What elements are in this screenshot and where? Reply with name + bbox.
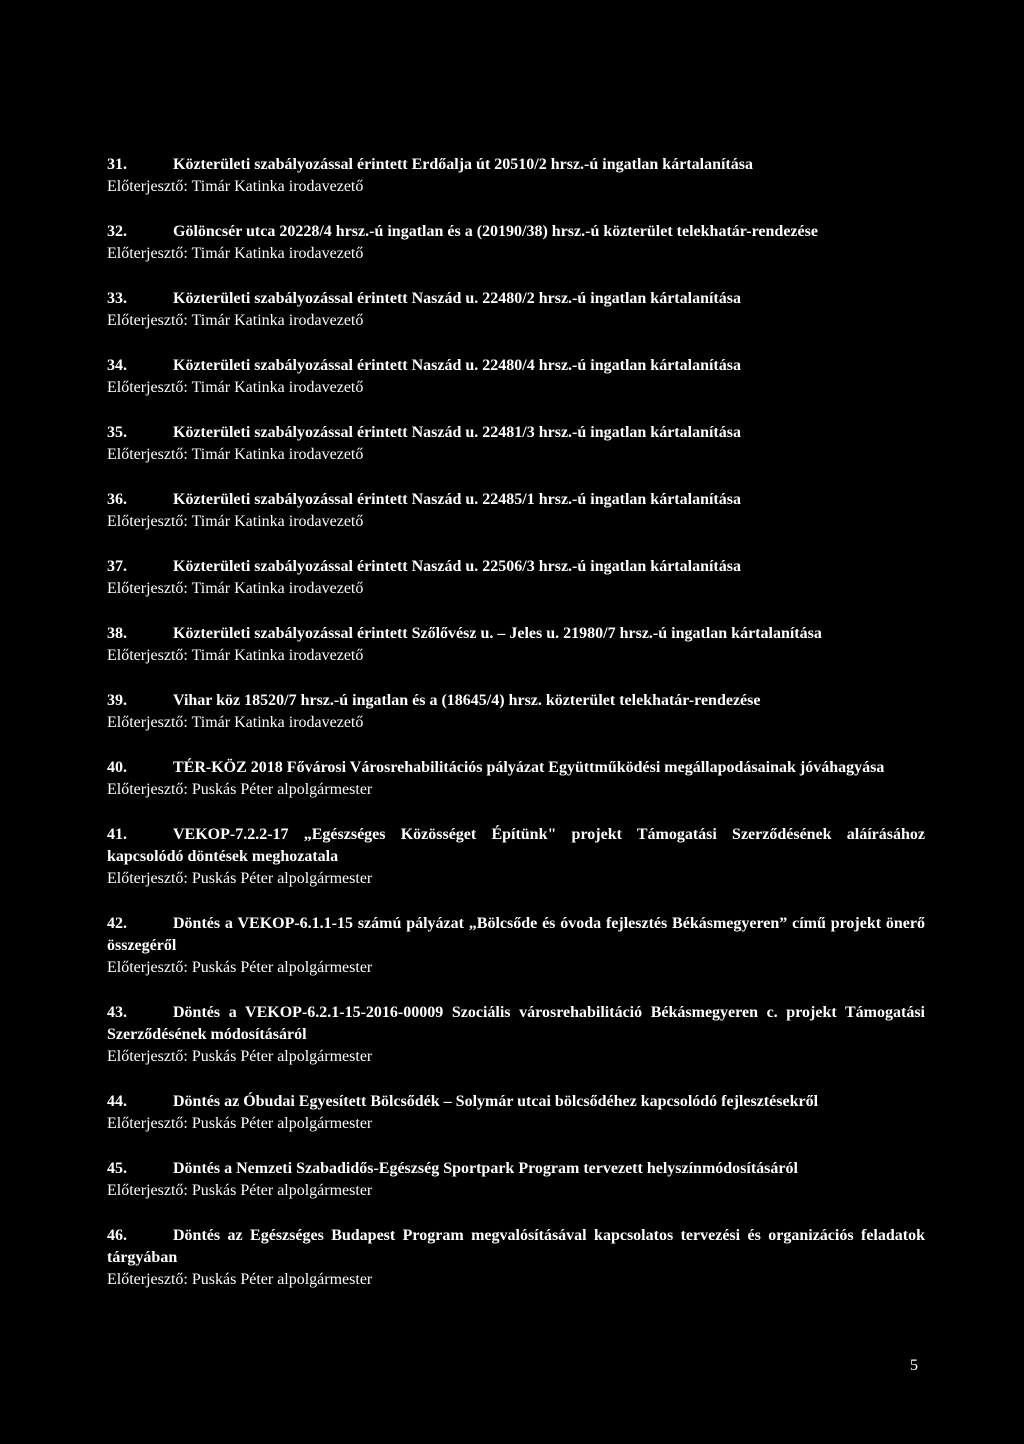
agenda-item-number: 45.	[107, 1160, 127, 1177]
agenda-item-title-text: Döntés a VEKOP-6.1.1-15 számú pályázat „Bölcsőde és óvoda fejlesztés Békásmegyeren” című projekt önerő összegéről	[107, 915, 925, 954]
agenda-item-title-text: Közterületi szabályozással érintett Erdőalja út 20510/2 hrsz.-ú ingatlan kártalanítása	[173, 156, 753, 173]
agenda-item-number: 39.	[107, 692, 127, 709]
agenda-item-title-text: Közterületi szabályozással érintett Naszád u. 22485/1 hrsz.-ú ingatlan kártalanítása	[173, 491, 741, 508]
agenda-item-34	[107, 355, 925, 399]
agenda-item-title	[107, 1002, 925, 1046]
agenda-item-number: 44.	[107, 1093, 127, 1110]
agenda-item-presenter: Előterjesztő: Timár Katinka irodavezető	[107, 714, 364, 731]
agenda-item-title-text: Közterületi szabályozással érintett Naszád u. 22481/3 hrsz.-ú ingatlan kártalanítása	[173, 424, 741, 441]
agenda-item-title-text: Döntés a Nemzeti Szabadidős-Egészség Sportpark Program tervezett helyszínmódosításáról	[173, 1160, 798, 1177]
agenda-item-presenter: Előterjesztő: Timár Katinka irodavezető	[107, 379, 364, 396]
page-number: 5	[910, 1357, 918, 1374]
agenda-item-presenter: Előterjesztő: Timár Katinka irodavezető	[107, 647, 364, 664]
agenda-item-46	[107, 1225, 925, 1291]
agenda-item-32	[107, 221, 925, 265]
agenda-item-40	[107, 757, 925, 801]
agenda-item-number: 33.	[107, 290, 127, 307]
agenda-item-presenter: Előterjesztő: Timár Katinka irodavezető	[107, 446, 364, 463]
agenda-item-presenter: Előterjesztő: Puskás Péter alpolgármester	[107, 959, 373, 976]
agenda-item-title-text: TÉR-KÖZ 2018 Fővárosi Városrehabilitációs pályázat Együttműködési megállapodásainak jóváhagyása	[173, 759, 885, 776]
agenda-item-title	[107, 623, 925, 645]
agenda-item-title	[107, 1158, 925, 1180]
agenda-item-number: 43.	[107, 1004, 127, 1021]
agenda-item-title	[107, 422, 925, 444]
agenda-item-number: 42.	[107, 915, 127, 932]
agenda-item-number: 40.	[107, 759, 127, 776]
agenda-item-presenter: Előterjesztő: Puskás Péter alpolgármester	[107, 1048, 373, 1065]
agenda-item-title	[107, 824, 925, 868]
agenda-item-title-text: Közterületi szabályozással érintett Szőlővész u. – Jeles u. 21980/7 hrsz.-ú ingatlan kártalanítása	[173, 625, 822, 642]
agenda-item-number: 37.	[107, 558, 127, 575]
agenda-item-presenter: Előterjesztő: Timár Katinka irodavezető	[107, 513, 364, 530]
agenda-item-44	[107, 1091, 925, 1135]
agenda-item-42	[107, 913, 925, 979]
agenda-item-title	[107, 913, 925, 957]
agenda-item-title	[107, 1091, 925, 1113]
agenda-item-title-text: Döntés a VEKOP-6.2.1-15-2016-00009 Szociális városrehabilitáció Békásmegyeren c. projekt Támogatási Szerződésének módosításáról	[107, 1004, 925, 1043]
agenda-item-title	[107, 690, 925, 712]
agenda-item-title	[107, 355, 925, 377]
agenda-item-presenter: Előterjesztő: Puskás Péter alpolgármester	[107, 1182, 373, 1199]
agenda-item-presenter: Előterjesztő: Puskás Péter alpolgármester	[107, 781, 373, 798]
agenda-item-45	[107, 1158, 925, 1202]
agenda-item-38	[107, 623, 925, 667]
agenda-item-35	[107, 422, 925, 466]
agenda-item-31	[107, 154, 925, 198]
agenda-item-presenter: Előterjesztő: Puskás Péter alpolgármester	[107, 1271, 373, 1288]
agenda-item-41	[107, 824, 925, 890]
agenda-item-43	[107, 1002, 925, 1068]
agenda-item-presenter: Előterjesztő: Timár Katinka irodavezető	[107, 312, 364, 329]
agenda-item-36	[107, 489, 925, 533]
agenda-item-presenter: Előterjesztő: Timár Katinka irodavezető	[107, 245, 364, 262]
agenda-item-title-text: Gölöncsér utca 20228/4 hrsz.-ú ingatlan és a (20190/38) hrsz.-ú közterület telekhatár-rendezése	[173, 223, 818, 240]
agenda-item-title	[107, 556, 925, 578]
agenda-item-presenter: Előterjesztő: Puskás Péter alpolgármester	[107, 1115, 373, 1132]
agenda-item-number: 36.	[107, 491, 127, 508]
agenda-item-number: 31.	[107, 156, 127, 173]
agenda-item-title	[107, 489, 925, 511]
agenda-item-title	[107, 757, 925, 779]
agenda-item-title	[107, 288, 925, 310]
agenda-item-title-text: VEKOP-7.2.2-17 „Egészséges Közösséget Építünk" projekt Támogatási Szerződésének aláírásához kapcsolódó döntések meghozatala	[107, 826, 925, 865]
agenda-item-number: 35.	[107, 424, 127, 441]
agenda-item-number: 38.	[107, 625, 127, 642]
agenda-item-title-text: Vihar köz 18520/7 hrsz.-ú ingatlan és a (18645/4) hrsz. közterület telekhatár-rendezése	[173, 692, 761, 709]
agenda-list	[107, 154, 925, 1314]
agenda-item-title-text: Közterületi szabályozással érintett Naszád u. 22480/4 hrsz.-ú ingatlan kártalanítása	[173, 357, 741, 374]
agenda-item-title-text: Döntés az Egészséges Budapest Program megvalósításával kapcsolatos tervezési és organizációs feladatok tárgyában	[107, 1227, 925, 1266]
agenda-item-title	[107, 1225, 925, 1269]
agenda-item-title-text: Döntés az Óbudai Egyesített Bölcsődék – Solymár utcai bölcsődéhez kapcsolódó fejlesztésekről	[173, 1093, 819, 1110]
agenda-item-number: 46.	[107, 1227, 127, 1244]
agenda-item-title	[107, 221, 925, 243]
agenda-item-title-text: Közterületi szabályozással érintett Naszád u. 22480/2 hrsz.-ú ingatlan kártalanítása	[173, 290, 741, 307]
agenda-item-33	[107, 288, 925, 332]
agenda-item-presenter: Előterjesztő: Puskás Péter alpolgármester	[107, 870, 373, 887]
agenda-item-presenter: Előterjesztő: Timár Katinka irodavezető	[107, 178, 364, 195]
agenda-item-37	[107, 556, 925, 600]
agenda-item-number: 32.	[107, 223, 127, 240]
agenda-item-number: 41.	[107, 826, 127, 843]
agenda-item-presenter: Előterjesztő: Timár Katinka irodavezető	[107, 580, 364, 597]
agenda-item-39	[107, 690, 925, 734]
agenda-item-title-text: Közterületi szabályozással érintett Naszád u. 22506/3 hrsz.-ú ingatlan kártalanítása	[173, 558, 741, 575]
agenda-item-title	[107, 154, 925, 176]
agenda-item-number: 34.	[107, 357, 127, 374]
